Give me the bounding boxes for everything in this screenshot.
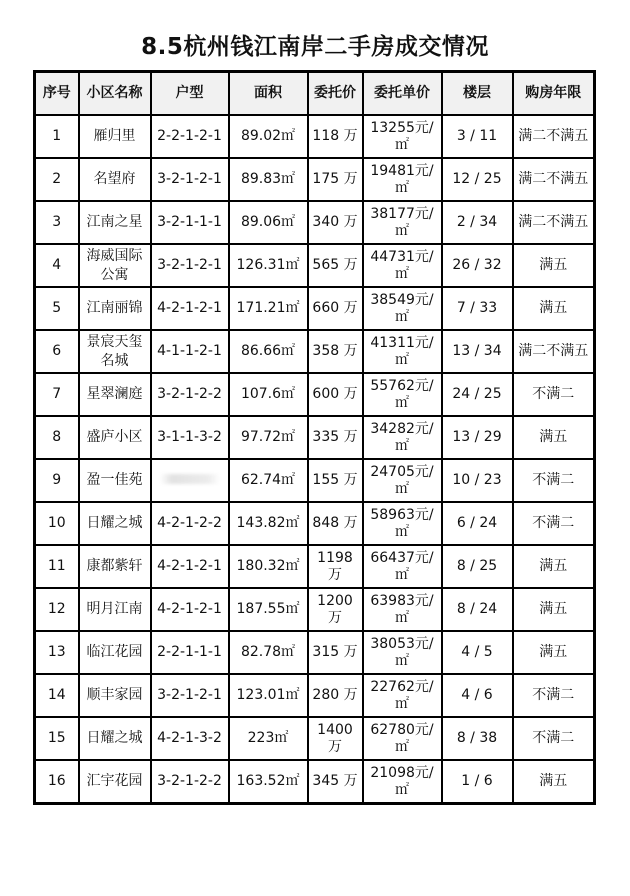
header-unit-price: 委托单价 xyxy=(363,72,442,116)
cell-community: 汇宇花园 xyxy=(79,760,151,804)
cell-layout: 3-2-1-2-1 xyxy=(151,158,229,201)
cell-area: 180.32㎡ xyxy=(229,545,308,588)
cell-index: 6 xyxy=(35,330,79,373)
cell-area: 143.82㎡ xyxy=(229,502,308,545)
cell-layout: 3-2-1-2-1 xyxy=(151,674,229,717)
cell-layout: 4-2-1-2-1 xyxy=(151,588,229,631)
cell-index: 16 xyxy=(35,760,79,804)
cell-price: 315 万 xyxy=(308,631,363,674)
cell-layout: 2-2-1-2-1 xyxy=(151,115,229,158)
cell-floor: 8 / 38 xyxy=(442,717,513,760)
header-price: 委托价 xyxy=(308,72,363,116)
cell-floor: 12 / 25 xyxy=(442,158,513,201)
table-row xyxy=(35,201,595,244)
cell-community: 雁归里 xyxy=(79,115,151,158)
cell-community: 海威国际公寓 xyxy=(79,244,151,287)
cell-area: 97.72㎡ xyxy=(229,416,308,459)
cell-price: 340 万 xyxy=(308,201,363,244)
header-index: 序号 xyxy=(35,72,79,116)
cell-unit-price: 38177元/㎡ xyxy=(363,201,442,244)
cell-layout xyxy=(151,459,229,502)
cell-layout: 4-2-1-2-1 xyxy=(151,287,229,330)
cell-price: 175 万 xyxy=(308,158,363,201)
cell-community: 临江花园 xyxy=(79,631,151,674)
header-years: 购房年限 xyxy=(513,72,595,116)
cell-price: 600 万 xyxy=(308,373,363,416)
cell-price: 345 万 xyxy=(308,760,363,804)
cell-community: 盛庐小区 xyxy=(79,416,151,459)
cell-layout: 3-2-1-2-1 xyxy=(151,244,229,287)
cell-layout: 3-2-1-2-2 xyxy=(151,373,229,416)
cell-years: 不满二 xyxy=(513,502,595,545)
cell-layout: 4-2-1-3-2 xyxy=(151,717,229,760)
cell-floor: 13 / 29 xyxy=(442,416,513,459)
cell-unit-price: 66437元/㎡ xyxy=(363,545,442,588)
cell-floor: 3 / 11 xyxy=(442,115,513,158)
cell-floor: 8 / 25 xyxy=(442,545,513,588)
cell-unit-price: 22762元/㎡ xyxy=(363,674,442,717)
table-row xyxy=(35,287,595,330)
cell-layout: 4-2-1-2-1 xyxy=(151,545,229,588)
cell-index: 4 xyxy=(35,244,79,287)
cell-community: 江南之星 xyxy=(79,201,151,244)
cell-years: 满二不满五 xyxy=(513,330,595,373)
cell-years: 不满二 xyxy=(513,717,595,760)
cell-floor: 6 / 24 xyxy=(442,502,513,545)
cell-price: 155 万 xyxy=(308,459,363,502)
page-title: 8.5杭州钱江南岸二手房成交情况 xyxy=(141,34,489,60)
cell-years: 满五 xyxy=(513,760,595,804)
cell-unit-price: 44731元/㎡ xyxy=(363,244,442,287)
cell-area: 163.52㎡ xyxy=(229,760,308,804)
header-community: 小区名称 xyxy=(79,72,151,116)
cell-years: 满五 xyxy=(513,545,595,588)
cell-layout: 4-2-1-2-2 xyxy=(151,502,229,545)
table-row xyxy=(35,588,595,631)
cell-floor: 4 / 5 xyxy=(442,631,513,674)
cell-area: 89.02㎡ xyxy=(229,115,308,158)
cell-community: 景宸天玺名城 xyxy=(79,330,151,373)
table-row xyxy=(35,545,595,588)
cell-area: 89.06㎡ xyxy=(229,201,308,244)
header-area: 面积 xyxy=(229,72,308,116)
table-row xyxy=(35,674,595,717)
cell-price: 848 万 xyxy=(308,502,363,545)
cell-unit-price: 19481元/㎡ xyxy=(363,158,442,201)
cell-price: 660 万 xyxy=(308,287,363,330)
cell-floor: 13 / 34 xyxy=(442,330,513,373)
cell-area: 223㎡ xyxy=(229,717,308,760)
cell-price: 565 万 xyxy=(308,244,363,287)
cell-unit-price: 13255元/㎡ xyxy=(363,115,442,158)
cell-floor: 8 / 24 xyxy=(442,588,513,631)
blurred-layout xyxy=(160,474,220,484)
cell-years: 不满二 xyxy=(513,674,595,717)
cell-floor: 4 / 6 xyxy=(442,674,513,717)
header-floor: 楼层 xyxy=(442,72,513,116)
cell-area: 82.78㎡ xyxy=(229,631,308,674)
cell-unit-price: 21098元/㎡ xyxy=(363,760,442,804)
cell-index: 5 xyxy=(35,287,79,330)
cell-unit-price: 63983元/㎡ xyxy=(363,588,442,631)
header-layout: 户型 xyxy=(151,72,229,116)
cell-community: 江南丽锦 xyxy=(79,287,151,330)
cell-years: 满二不满五 xyxy=(513,115,595,158)
cell-index: 7 xyxy=(35,373,79,416)
table-row xyxy=(35,631,595,674)
cell-area: 126.31㎡ xyxy=(229,244,308,287)
cell-floor: 2 / 34 xyxy=(442,201,513,244)
table-row xyxy=(35,158,595,201)
transaction-table xyxy=(33,70,596,805)
cell-unit-price: 41311元/㎡ xyxy=(363,330,442,373)
table-header-row xyxy=(35,72,595,116)
cell-price: 1198 万 xyxy=(308,545,363,588)
cell-years: 满二不满五 xyxy=(513,201,595,244)
table-row xyxy=(35,760,595,804)
cell-area: 86.66㎡ xyxy=(229,330,308,373)
cell-years: 不满二 xyxy=(513,459,595,502)
cell-floor: 10 / 23 xyxy=(442,459,513,502)
table-row xyxy=(35,373,595,416)
cell-unit-price: 58963元/㎡ xyxy=(363,502,442,545)
cell-years: 满五 xyxy=(513,631,595,674)
cell-area: 171.21㎡ xyxy=(229,287,308,330)
cell-community: 盈一佳苑 xyxy=(79,459,151,502)
cell-community: 名望府 xyxy=(79,158,151,201)
cell-unit-price: 38053元/㎡ xyxy=(363,631,442,674)
cell-unit-price: 38549元/㎡ xyxy=(363,287,442,330)
cell-index: 8 xyxy=(35,416,79,459)
cell-years: 不满二 xyxy=(513,373,595,416)
cell-area: 62.74㎡ xyxy=(229,459,308,502)
cell-floor: 26 / 32 xyxy=(442,244,513,287)
cell-area: 123.01㎡ xyxy=(229,674,308,717)
cell-index: 9 xyxy=(35,459,79,502)
cell-index: 10 xyxy=(35,502,79,545)
cell-years: 满五 xyxy=(513,416,595,459)
cell-layout: 3-2-1-1-1 xyxy=(151,201,229,244)
cell-price: 118 万 xyxy=(308,115,363,158)
table-row xyxy=(35,502,595,545)
cell-floor: 1 / 6 xyxy=(442,760,513,804)
cell-index: 15 xyxy=(35,717,79,760)
table-row xyxy=(35,459,595,502)
cell-price: 280 万 xyxy=(308,674,363,717)
cell-price: 358 万 xyxy=(308,330,363,373)
cell-area: 107.6㎡ xyxy=(229,373,308,416)
cell-community: 顺丰家园 xyxy=(79,674,151,717)
cell-community: 康都紫轩 xyxy=(79,545,151,588)
cell-layout: 3-2-1-2-2 xyxy=(151,760,229,804)
cell-community: 星翠澜庭 xyxy=(79,373,151,416)
cell-price: 335 万 xyxy=(308,416,363,459)
cell-price: 1400 万 xyxy=(308,717,363,760)
cell-index: 13 xyxy=(35,631,79,674)
cell-community: 日耀之城 xyxy=(79,717,151,760)
cell-floor: 7 / 33 xyxy=(442,287,513,330)
cell-area: 187.55㎡ xyxy=(229,588,308,631)
table-row xyxy=(35,330,595,373)
cell-unit-price: 24705元/㎡ xyxy=(363,459,442,502)
cell-unit-price: 62780元/㎡ xyxy=(363,717,442,760)
table-row xyxy=(35,244,595,287)
cell-floor: 24 / 25 xyxy=(442,373,513,416)
table-row xyxy=(35,115,595,158)
cell-unit-price: 55762元/㎡ xyxy=(363,373,442,416)
cell-years: 满五 xyxy=(513,287,595,330)
cell-area: 89.83㎡ xyxy=(229,158,308,201)
cell-years: 满二不满五 xyxy=(513,158,595,201)
cell-community: 明月江南 xyxy=(79,588,151,631)
cell-index: 14 xyxy=(35,674,79,717)
cell-layout: 4-1-1-2-1 xyxy=(151,330,229,373)
cell-years: 满五 xyxy=(513,588,595,631)
cell-index: 11 xyxy=(35,545,79,588)
table-row xyxy=(35,416,595,459)
cell-community: 日耀之城 xyxy=(79,502,151,545)
cell-layout: 3-1-1-3-2 xyxy=(151,416,229,459)
table-row xyxy=(35,717,595,760)
cell-index: 2 xyxy=(35,158,79,201)
cell-price: 1200 万 xyxy=(308,588,363,631)
cell-unit-price: 34282元/㎡ xyxy=(363,416,442,459)
cell-index: 3 xyxy=(35,201,79,244)
cell-layout: 2-2-1-1-1 xyxy=(151,631,229,674)
cell-index: 1 xyxy=(35,115,79,158)
cell-index: 12 xyxy=(35,588,79,631)
cell-years: 满五 xyxy=(513,244,595,287)
